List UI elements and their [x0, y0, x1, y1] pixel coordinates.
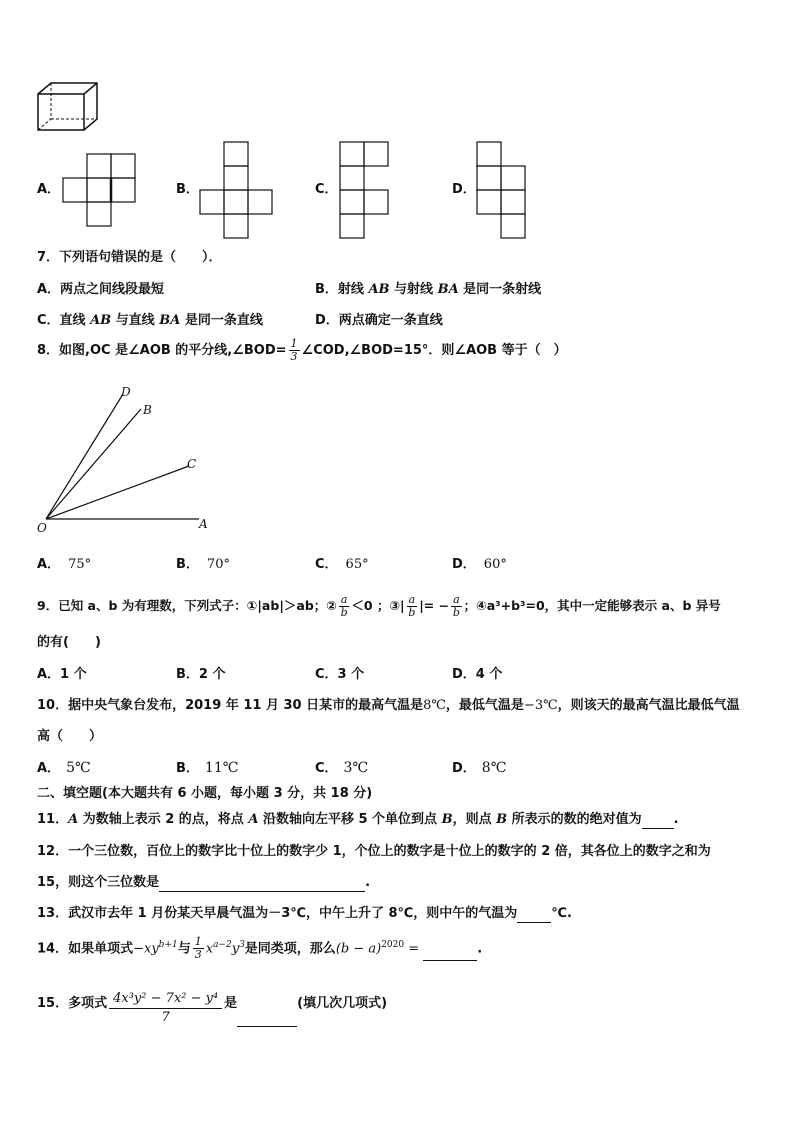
q10-stem-line2: 高（ ） — [37, 729, 103, 744]
q14-stem: 14．如果单项式$-xy^{b+1}$与 $\frac{1}{3}$ $x^{a-2}y^3$是同类项，那么$(b - a)^{2020}$ = . — [37, 935, 483, 962]
q12-stem-line2: 15，则这个三位数是 . — [37, 875, 371, 890]
q8-option-c[interactable]: C． 65° — [315, 557, 369, 572]
cube-figure — [37, 82, 99, 132]
q10-option-c[interactable]: C． 3℃ — [315, 760, 369, 776]
q8-option-d[interactable]: D． 60° — [452, 557, 507, 572]
q10-option-d[interactable]: D． 8℃ — [452, 760, 507, 776]
q6-option-d-label[interactable]: D． — [452, 182, 476, 197]
q9-option-d[interactable]: D．4 个 — [452, 667, 503, 682]
q11-answer-blank[interactable] — [642, 814, 674, 829]
q7-option-a[interactable]: A．两点之间线段最短 — [37, 282, 165, 297]
q9-option-b[interactable]: B．2 个 — [176, 667, 226, 682]
q12-stem: 12．一个三位数，百位上的数字比十位上的数字少 1，个位上的数字是十位上的数字的 2 倍，其各位上的数字之和为 — [37, 844, 711, 859]
q7-option-d[interactable]: D．两点确定一条直线 — [315, 313, 443, 328]
q6-option-a-label[interactable]: A． — [37, 182, 61, 197]
q9-stem-line2: 的有( ) — [37, 635, 101, 650]
q10-option-a[interactable]: A． 5℃ — [37, 760, 91, 776]
q9-option-a[interactable]: A．1 个 — [37, 667, 87, 682]
q8-option-b[interactable]: B． 70° — [176, 557, 230, 572]
section-2-heading: 二、填空题(本大题共有 6 小题，每小题 3 分，共 18 分) — [37, 786, 373, 801]
q9-stem: 9．已知 a、b 为有理数，下列式子：①|ab|＞ab；② $\frac{a}{b}$ ＜0 ；③| $\frac{a}{b}$ |= − $\frac{a}{b}$ ；④a³+b³=0，其中一定能够表示 a、b 异号 — [37, 593, 721, 619]
q13-answer-blank[interactable] — [517, 908, 551, 923]
q14-answer-blank[interactable] — [423, 946, 477, 961]
q7-option-b[interactable]: B．射线 AB 与射线 BA 是同一条射线 — [315, 282, 542, 297]
label-o: O — [37, 521, 47, 535]
q6-option-c-label[interactable]: C． — [315, 182, 338, 197]
label-b: B — [143, 403, 152, 417]
q9-option-c[interactable]: C．3 个 — [315, 667, 365, 682]
q7-stem: 7．下列语句错误的是（ ）． — [37, 250, 222, 265]
q6-option-b-label[interactable]: B． — [176, 182, 199, 197]
q10-stem: 10．据中央气象台发布，2019 年 11 月 30 日某市的最高气温是8℃，最低气温是−3℃，则该天的最高气温比最低气温 — [37, 698, 740, 713]
net-c — [339, 141, 393, 241]
q15-answer-blank[interactable] — [237, 1012, 297, 1027]
q8-stem: 8．如图,OC 是∠AOB 的平分线,∠BOD= $\frac{1}{3}$ ∠COD,∠BOD=15°．则∠AOB 等于（ ） — [37, 337, 567, 363]
q8-option-a[interactable]: A． 75° — [37, 557, 92, 572]
label-a: A — [199, 517, 208, 531]
q12-answer-blank[interactable] — [159, 877, 365, 892]
q13-stem: 13．武汉市去年 1 月份某天早晨气温为－3℃，中午上升了 8℃，则中午的气温为 ℃. — [37, 906, 572, 921]
net-a — [61, 153, 141, 228]
label-c: C — [187, 457, 197, 471]
fraction-one-third: $\frac{1}{3}$ — [290, 337, 298, 363]
net-d — [476, 141, 530, 241]
angle-figure — [36, 382, 216, 542]
q15-stem: 15．多项式 $\frac{\text{4x³y² − 7x² − y⁴}}{7}$ 是 (填几次几项式) — [37, 991, 388, 1025]
q7-option-c[interactable]: C．直线 AB 与直线 BA 是同一条直线 — [37, 313, 263, 328]
net-b — [199, 141, 275, 241]
label-d: D — [121, 385, 131, 399]
q10-option-b[interactable]: B． 11℃ — [176, 760, 239, 776]
q11-stem: 11．A 为数轴上表示 2 的点，将点 A 沿数轴向左平移 5 个单位到点 B，则点 B 所表示的数的绝对值为 . — [37, 812, 679, 827]
